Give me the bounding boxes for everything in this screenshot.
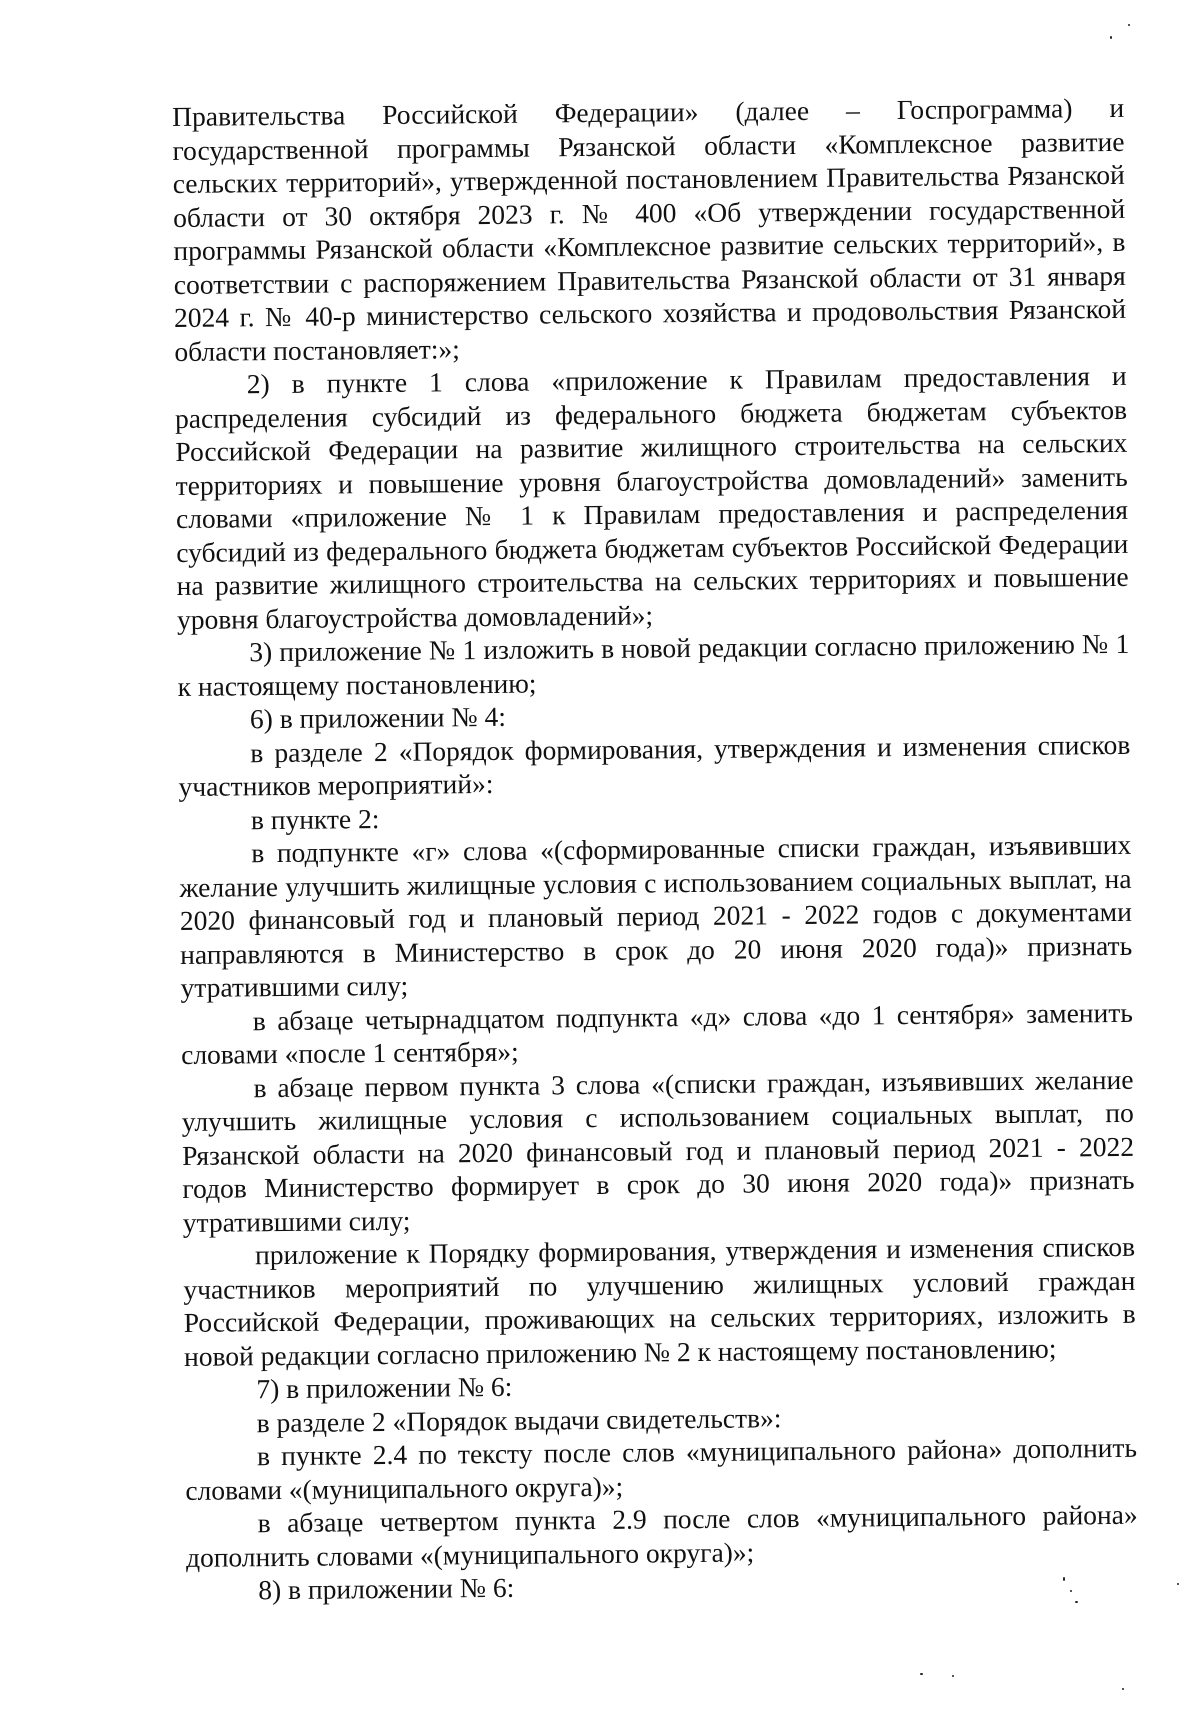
document-body	[172, 91, 1138, 1608]
paragraph-15: 8) в приложении № 6:	[258, 1571, 515, 1606]
scan-speck	[952, 1675, 954, 1677]
scan-speck	[1122, 1688, 1124, 1690]
paragraph-9: в абзаце первом пункта 3 слова «(списки граждан, изъявивших желание улучшить жилищные условия с использованием социальных выплат, по Рязанской области на 2020 финансовый год и плановый период 2021 - 2022 годов Министерство формирует в срок до 30 июня 2020 года)» признать утратившими силу;	[181, 1063, 1135, 1238]
scan-speck	[1070, 1590, 1072, 1592]
paragraph-5: в разделе 2 «Порядок формирования, утверждения и изменения списков участников мероприятий»:	[178, 728, 1131, 802]
paragraph-7: в подпункте «г» слова «(сформированные списки граждан, изъявивших желание улучшить жилищные условия с использованием социальных выплат, на 2020 финансовый год и плановый период 2021 - 2022 годов с документами направляются в Министерство в срок до 20 июня 2020 года)» признать утратившими силу;	[179, 828, 1133, 1003]
paragraph-6: в пункте 2:	[250, 802, 380, 835]
scan-speck	[1177, 1583, 1179, 1585]
scan-speck	[1128, 24, 1130, 26]
paragraph-10: приложение к Порядку формирования, утверждения и изменения списков участников мероприятий по улучшению жилищных условий граждан Российской Федерации, проживающих на сельских территориях, изложить в новой редакции согласно приложению № 2 к настоящему постановлению;	[183, 1230, 1136, 1372]
paragraph-1: Правительства Российской Федерации» (далее – Госпрограмма) и государственной программы Рязанской области «Комплексное развитие сельских территорий», утвержденной постановлением Правительства Рязанской области от 30 октября 2023 г. № 400 «Об утверждении государственной программы Рязанской области «Комплексное развитие сельских территорий», в соответствии с распоряжением Правительства Рязанской области от 31 января 2024 г. № 40-р министерство сельского хозяйства и продовольствия Рязанской области постановляет:»;	[172, 91, 1127, 367]
paragraph-13: в пункте 2.4 по тексту после слов «муниципального района» дополнить словами «(муниципального округа)»;	[185, 1431, 1138, 1506]
scan-speck	[1110, 36, 1112, 39]
paragraph-3: 3) приложение № 1 изложить в новой редакции согласно приложению № 1 к настоящему постановлению;	[177, 627, 1130, 702]
paragraph-14: в абзаце четвертом пункта 2.9 после слов «муниципального района» дополнить словами «(муниципального округа)»;	[185, 1498, 1138, 1573]
paragraph-2: 2) в пункте 1 слова «приложение к Правилам предоставления и распределения субсидий из федерального бюджета бюджетам субъектов Российской Федерации на развитие жилищного строительства на сельских территориях и повышение уровня благоустройства домовладений» заменить словами «приложение № 1 к Правилам предоставления и распределения субсидий из федерального бюджета бюджетам субъектов Российской Федерации на развитие жилищного строительства на сельских территориях и повышение уровня благоустройства домовладений»;	[174, 359, 1129, 635]
paragraph-12: в разделе 2 «Порядок выдачи свидетельств»:	[256, 1401, 782, 1438]
scan-speck	[1075, 1601, 1078, 1603]
scan-speck	[1063, 1577, 1065, 1581]
paragraph-11: 7) в приложении № 6:	[256, 1370, 513, 1405]
paragraph-8: в абзаце четырнадцатом подпункта «д» слова «до 1 сентября» заменить словами «после 1 сентября»;	[181, 996, 1133, 1070]
paragraph-4: 6) в приложении № 4:	[249, 700, 507, 735]
scan-speck	[920, 1673, 923, 1675]
